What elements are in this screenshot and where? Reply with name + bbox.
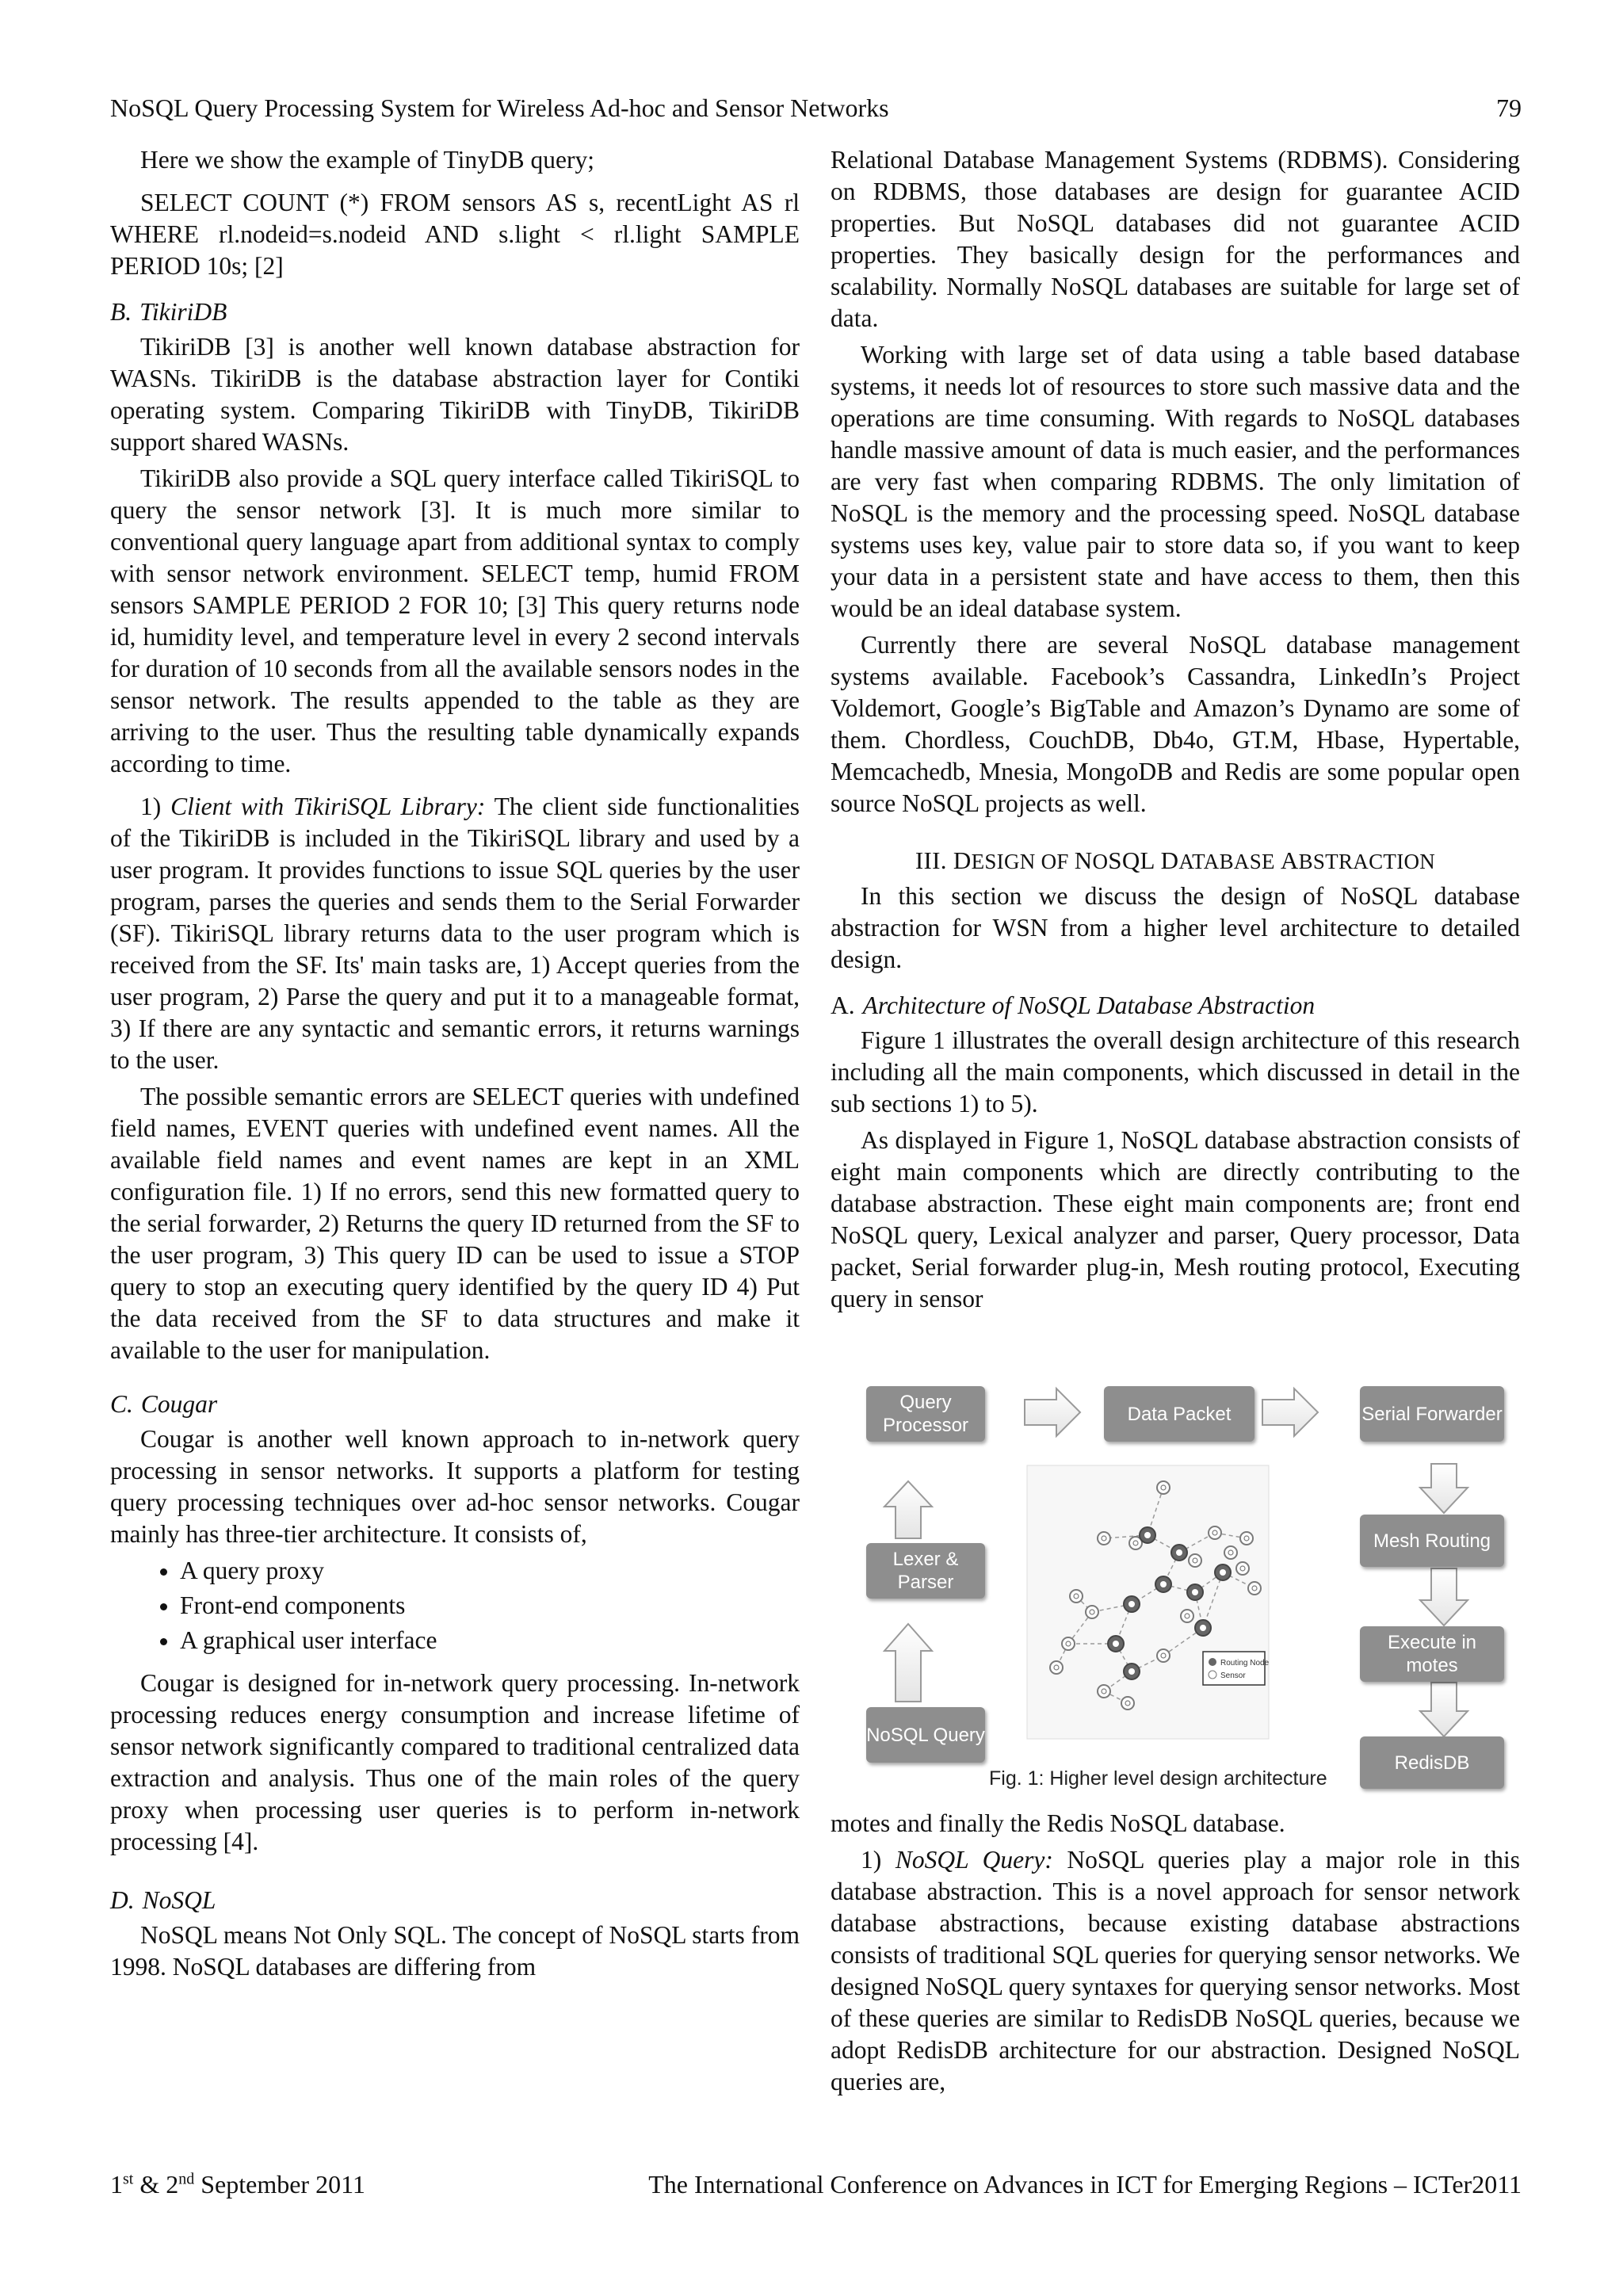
box-nosql-query: NoSQL Query <box>866 1707 985 1763</box>
page-number: 79 <box>1496 94 1522 122</box>
arrow-up-icon <box>884 1481 932 1538</box>
paragraph: motes and finally the Redis NoSQL database. <box>831 1809 1285 1837</box>
paragraph: Cougar is another well known approach to in-network query processing in sensor networks. It supports a platform for testing query processing techniques over ad-hoc sensor networks. Cougar mainly has three-tier architecture. It consists of, <box>110 1425 800 1548</box>
paragraph: Working with large set of data using a table based database systems, it needs lot of resources to store such massive data and the operations are time consuming. With regards to NoSQL databases handle massive amount of data is much easier, and the performances are very fast when comparing RDBMS. The only limitation of NoSQL is the memory and the processing speed. NoSQL database systems uses key, value pair to store data so, if you want to keep your data in a persistent state and have access to them, then this would be an ideal database system. <box>831 341 1520 622</box>
paragraph: As displayed in Figure 1, NoSQL database abstraction consists of eight main components which are directly contributing to the database abstraction. These eight main components are; front end NoSQL query, Lexical analyzer and parser, Query processor, Data packet, Serial forwarder plug-in, Mesh routing protocol, Executing query in sensor <box>831 1126 1520 1312</box>
box-execute-motes: Execute in motes <box>1360 1626 1504 1682</box>
list-item: • Front-end components <box>180 1590 800 1622</box>
box-data-packet: Data Packet <box>1104 1386 1254 1442</box>
box-serial-forwarder: Serial Forwarder <box>1360 1386 1504 1442</box>
paragraph: Cougar is designed for in-network query processing. In-network processing reduces energy consumption and increase lifetime of sensor network significantly compared to traditional centralized data extraction and analysis. Thus one of the main roles of the query proxy when processing user queries is to perform in-network processing [4]. <box>110 1669 800 1855</box>
paragraph: TikiriDB also provide a SQL query interface called TikiriSQL to query the sensor network [3]. It is much more similar to conventional query language apart from additional syntax to comply with sensor network environment. SELECT temp, humid FROM sensors SAMPLE PERIOD 2 FOR 10; [3] This query returns node id, humidity level, and temperature level in every 2 second intervals for duration of 10 seconds from all the available sensors nodes in the sensor network. The results appended to the table as they are arriving to the user. Thus the resulting table dynamically expands according to time. <box>110 464 800 777</box>
legend-sensor-label: Sensor <box>1220 1671 1246 1680</box>
figure-caption: Fig. 1: Higher level design architecture <box>989 1767 1327 1790</box>
network-panel <box>1027 1465 1269 1739</box>
subsection-nosql-query: 1) NoSQL Query: NoSQL queries play a major role in this database abstraction. This is a novel approach for sensor network database abstractions, because existing database abstractions consists of traditional SQL queries for querying sensor networks. We designed NoSQL query syntaxes for querying sensor networks. Most of these queries are similar to RedisDB NoSQL queries, because we adopt RedisDB architecture for our abstraction. Designed NoSQL queries are, <box>831 1846 1520 2095</box>
paragraph: Currently there are several NoSQL database management systems available. Facebook’s Cassandra, LinkedIn’s Project Voldemort, Google’s BigTable and Amazon’s Dynamo are some of them. Chordless, CouchDB, Db4o, GT.M, Hbase, Hypertable, Memcachedb, Mnesia, MongoDB and Redis are some popular open source NoSQL projects as well. <box>831 631 1520 817</box>
left-column <box>110 144 800 1988</box>
legend-routing-icon <box>1209 1658 1216 1666</box>
paragraph: In this section we discuss the design of NoSQL database abstraction for WSN from a higher level architecture to detailed design. <box>831 882 1520 973</box>
section-heading-cougar: C. Cougar <box>110 1390 218 1418</box>
paragraph: Figure 1 illustrates the overall design architecture of this research including all the main components, which discussed in detail in the sub sections 1) to 5). <box>831 1026 1520 1117</box>
paragraph: Here we show the example of TinyDB query; <box>140 146 595 174</box>
bullet-list <box>110 1555 800 1656</box>
arrow-down-icon <box>1420 1568 1468 1626</box>
query-example: SELECT COUNT (*) FROM sensors AS s, recentLight AS rl WHERE rl.nodeid=s.nodeid AND s.light < rl.light SAMPLE PERIOD 10s; [2] <box>110 189 800 280</box>
running-header <box>110 94 1522 132</box>
paragraph: Relational Database Management Systems (RDBMS). Considering on RDBMS, those databases are design for guarantee ACID properties. But NoSQL databases did not guarantee ACID properties. They basically design for the performances and scalability. Normally NoSQL databases are suitable for large set of data. <box>831 146 1520 332</box>
running-title: NoSQL Query Processing System for Wireless Ad-hoc and Sensor Networks <box>110 94 889 122</box>
box-query-processor: Query Processor <box>866 1386 985 1442</box>
box-lexer-parser: Lexer & Parser <box>866 1543 985 1599</box>
legend-routing-label: Routing Node <box>1220 1659 1270 1668</box>
subsection-client: 1) Client with TikiriSQL Library: The client side functionalities of the TikiriDB is included in the TikiriSQL library and used by a user program. It provides functions to issue SQL queries by the user program, parses the queries and sends them to the Serial Forwarder (SF). TikiriSQL library returns data to the user program which is received from the SF. Its' main tasks are, 1) Accept queries from the user program, 2) Parse the query and put it to a manageable format, 3) If there are any syntactic and semantic errors, it returns warnings to the user. <box>110 793 800 1074</box>
box-mesh-routing: Mesh Routing <box>1360 1515 1504 1567</box>
arrow-down-icon <box>1420 1683 1468 1736</box>
section-heading-architecture: A. Architecture of NoSQL Database Abstraction <box>831 991 1316 1019</box>
paragraph: TikiriDB [3] is another well known database abstraction for WASNs. TikiriDB is the database abstraction layer for Contiki operating system. Comparing TikiriDB with TinyDB, TikiriDB support shared WASNs. <box>110 333 800 456</box>
arrow-down-icon <box>1420 1464 1468 1513</box>
figure-architecture <box>831 1331 1520 1800</box>
arrow-right-icon <box>1262 1389 1318 1436</box>
list-item: • A query proxy <box>180 1555 800 1587</box>
box-redisdb: RedisDB <box>1360 1736 1504 1789</box>
footer-date: 1st & 2nd September 2011 <box>110 2170 365 2199</box>
arrow-right-icon <box>1025 1389 1080 1436</box>
section-heading-tikiridb: B. TikiriDB <box>110 298 227 326</box>
list-item: • A graphical user interface <box>180 1625 800 1656</box>
arrow-up-icon <box>884 1624 932 1702</box>
legend-sensor-icon <box>1209 1671 1216 1679</box>
section-heading-nosql: D. NoSQL <box>110 1886 216 1914</box>
paragraph: The possible semantic errors are SELECT queries with undefined field names, EVENT queries with undefined event names. All the available field names and event names are kept in an XML configuration file. 1) If no errors, send this new formatted query to the serial forwarder, 2) Returns the query ID returned from the SF to the user program, 3) This query ID can be used to issue a STOP query to stop an executing query identified by the query ID 4) Put the data received from the SF to data structures and make it available to the user for manipulation. <box>110 1083 800 1364</box>
right-column <box>831 144 1520 2103</box>
paragraph: NoSQL means Not Only SQL. The concept of NoSQL starts from 1998. NoSQL databases are differing from <box>110 1921 800 1981</box>
footer-conference: The International Conference on Advances in ICT for Emerging Regions – ICTer2011 <box>648 2170 1522 2199</box>
section-heading-iii: III. DESIGN OF NOSQL DATABASE ABSTRACTION <box>915 846 1436 874</box>
